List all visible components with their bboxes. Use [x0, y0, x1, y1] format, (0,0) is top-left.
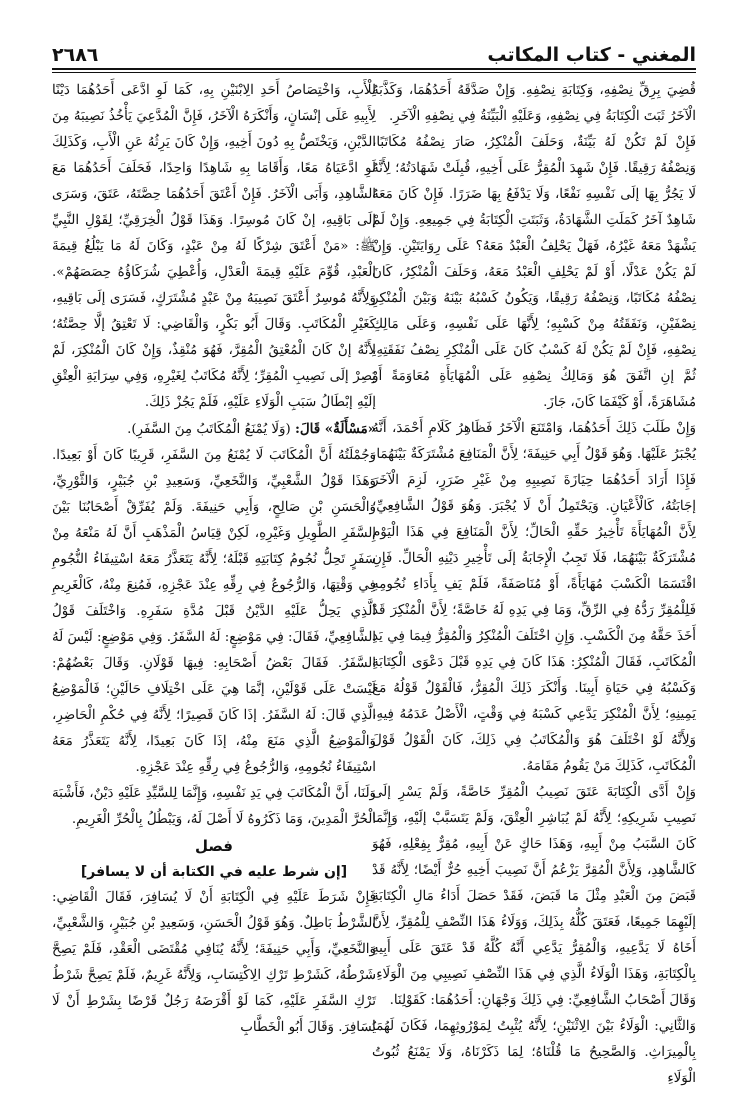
- masala-label: «مَسْأَلَةٌ» قَالَ:: [294, 421, 376, 437]
- running-title-chapter: - كتاب المكاتب: [487, 44, 632, 66]
- paragraph: وَجُمْلَتُهُ أَنَّ الْمُكَاتَبَ لَا يُمْنَعُ مِنَ السَّفَرِ، قَرِيبًا كَانَ أَوْ بَعِيدًا. وَهَذَا قَوْلُ الشَّعْبِيِّ، وَالنَّخَعِيِّ، وَسَعِيدِ بْنِ جُبَيْرٍ، وَالثَّوْرِيِّ، وَالْحَسَنِ بْنِ صَالِحٍ، وَأَبِي حَنِيفَةَ. وَلَمْ يُفَرِّقْ أَصْحَابُنَا بَيْنَ السَّفَرِ الطَّوِيلِ وَغَيْرِهِ، لَكِنْ قِيَاسُ الْمَذْهَبِ أَنَّ لَهُ مَنْعَهُ مِنْ سَفَرٍ تَحِلُّ نُجُومُ كِتَابَتِهِ قَبْلَهُ؛ لِأَنَّهُ يَتَعَذَّرُ مَعَهُ اسْتِيفَاءُ النُّجُومِ فِي وَقْتِهَا، وَالرُّجُوعُ فِي رِقِّهِ عِنْدَ عَجْزِهِ، فَمُنِعَ مِنْهُ، كَالْغَرِيمِ الَّذِي يَحِلُّ عَلَيْهِ الدَّيْنُ قَبْلَ مُدَّةِ سَفَرِهِ. وَاخْتَلَفَ قَوْلُ الشَّافِعِيِّ، فَقَالَ: فِي مَوْضِعٍ: لَهُ السَّفَرُ. وَفِي مَوْضِعٍ: لَيْسَ لَهُ السَّفَرُ. فَقَالَ بَعْضُ أَصْحَابِهِ: فِيهَا قَوْلَانِ. وَقَالَ بَعْضُهُمْ: لَيْسَتْ عَلَى قَوْلَيْنِ، إنَّمَا هِيَ عَلَى اخْتِلَافِ حَالَيْنِ؛ فَالْمَوْضِعُ الَّذِي قَالَ: لَهُ السَّفَرُ. إذَا كَانَ قَصِيرًا؛ لِأَنَّهُ فِي حُكْمِ الْحَاضِرِ، وَالْمَوْضِعُ الَّذِي مَنَعَ مِنْهُ، إذَا كَانَ بَعِيدًا، لِأَنَّهُ يَتَعَذَّرُ مَعَهُ اسْتِيفَاءُ نُجُومِهِ، وَالرُّجُوعُ فِي رِقِّهِ عِنْدَ عَجْزِهِ.: [52, 448, 376, 775]
- left-column: [52, 78, 376, 1078]
- page-number: ٢٦٨٦: [52, 44, 99, 66]
- paragraph: فَإِنْ لَمْ تَكُنْ لَهُ بَيِّنَةٌ، وَحَلَفَ الْمُنْكِرُ، صَارَ نِصْفُهُ مُكَاتَبًا، وَنِصْفُهُ رَقِيقًا. فَإِنْ شَهِدَ الْمُقِرُّ عَلَى أَخِيهِ، قُبِلَتْ شَهَادَتُهُ؛ لِأَنَّهُ لَا يَجُرُّ بِهَا إلَى نَفْسِهِ نَفْعًا، وَلَا يَدْفَعُ بِهَا ضَرَرًا. فَإِنْ كَانَ مَعَهُ شَاهِدٌ آخَرُ كَمَلَتِ الشَّهَادَةُ، وَثَبَتَتِ الْكِتَابَةُ فِي جَمِيعِهِ. وَإِنْ لَمْ يَشْهَدْ مَعَهُ غَيْرُهُ، فَهَلْ يَحْلِفُ الْعَبْدُ مَعَهُ؟ عَلَى رِوَايَتَيْنِ. وَإِنْ لَمْ يَكُنْ عَدْلًا، أَوْ لَمْ يَحْلِفِ الْعَبْدُ مَعَهُ، وَحَلَفَ الْمُنْكِرُ، كَانَ نِصْفُهُ مُكَاتَبًا، وَنِصْفُهُ رَقِيقًا، وَيَكُونُ كَسْبُهُ بَيْنَهُ وَبَيْنَ الْمُنْكِرِ نِصْفَيْنِ، وَنَفَقَتُهُ مِنْ كَسْبِهِ؛ لِأَنَّهَا عَلَى نَفْسِهِ، وَعَلَى مَالِكِ نِصْفِهِ، فَإِنْ لَمْ يَكُنْ لَهُ كَسْبٌ كَانَ عَلَى الْمُنْكِرِ نِصْفُ نَفَقَتِهِ، ثُمَّ إنِ اتَّفَقَ هُوَ وَمَالِكُ نِصْفِهِ عَلَى الْمُهَايَأَةِ مُعَاوَمَةً أَوْ مُشَاهَرَةً، أَوْ كَيْفَمَا كَانَ، جَازَ.: [372, 135, 696, 410]
- running-title-book: المغني: [631, 44, 696, 66]
- paragraph: وَإِنْ طَلَبَ ذَلِكَ أَحَدُهُمَا، وَامْتَنَعَ الْآخَرُ فَظَاهِرُ كَلَامِ أَحْمَدَ، أَنَّهُ يُجْبَرُ عَلَيْهَا. وَهُوَ قَوْلُ أَبِي حَنِيفَةَ؛ لِأَنَّ الْمَنَافِعَ مُشْتَرَكَةٌ بَيْنَهُمَا، فَإِذَا أَرَادَ أَحَدُهُمَا حِيَازَةَ نَصِيبِهِ مِنْ غَيْرِ ضَرَرٍ، لَزِمَ الْآخَرَ إجَابَتُهُ، كَالْأَعْيَانِ. وَيَحْتَمِلُ أَنْ لَا يُجْبَرَ. وَهُوَ قَوْلُ الشَّافِعِيِّ؛ لِأَنَّ الْمُهَايَأَةَ تَأْخِيرُ حَقِّهِ الْحَالِّ؛ لِأَنَّ الْمَنَافِعَ فِي هَذَا الْيَوْمِ مُشْتَرَكَةٌ بَيْنَهُمَا، فَلَا تَجِبُ الْإِجَابَةُ إلَى تَأْخِيرِ دَيْنِهِ الْحَالِّ. فَإِنِ اقْتَسَمَا الْكَسْبَ مُهَايَأَةً، أَوْ مُنَاصَفَةً، فَلَمْ يَفِ بِأَدَاءِ نُجُومِهِ فَلِلْمُقِرِّ رَدُّهُ فِي الرِّقِّ، وَمَا فِي يَدِهِ لَهُ خَاصَّةً؛ لِأَنَّ الْمُنْكِرَ قَدْ أَخَذَ حَقَّهُ مِنَ الْكَسْبِ. وَإِنِ اخْتَلَفَ الْمُنْكِرُ وَالْمُقِرُّ فِيمَا فِي يَدِ الْمُكَاتَبِ، فَقَالَ الْمُنْكِرُ: هَذَا كَانَ فِي يَدِهِ قَبْلَ دَعْوَى الْكِتَابَةِ وَكَسْبُهُ فِي حَيَاةِ أَبِينَا. وَأَنْكَرَ ذَلِكَ الْمُقِرُّ، فَالْقَوْلُ قَوْلُهُ مَعَ يَمِينِهِ؛ لِأَنَّ الْمُنْكِرَ يَدَّعِي كَسْبَهُ فِي وَقْتٍ، الْأَصْلُ عَدَمُهُ فِيهِ، وَلِأَنَّهُ لَوْ اخْتَلَفَ هُوَ وَالْمُكَاتَبُ فِي ذَلِكَ، كَانَ الْقَوْلُ قَوْلَ الْمُكَاتَبِ، كَذَلِكَ مَنْ يَقُومُ مَقَامَهُ.: [372, 421, 696, 774]
- running-title: [487, 44, 696, 66]
- paragraph: وَإِنْ أَدَّى الْكِتَابَةَ عَتَقَ نَصِيبُ الْمُقِرِّ خَاصَّةً، وَلَمْ يَسْرِ إلَى نَصِيبِ شَرِيكِهِ؛ لِأَنَّهُ لَمْ يُبَاشِرِ الْعِتْقَ، وَلَمْ يَتَسَبَّبْ إلَيْهِ، وَإِنَّمَا كَانَ السَّبَبُ مِنْ أَبِيهِ، وَهَذَا حَاكٍ عَنْ أَبِيهِ، مُقِرٌّ بِفِعْلِهِ، فَهُوَ كَالشَّاهِدِ، وَلِأَنَّ الْمُقِرَّ يَزْعُمُ أَنَّ نَصِيبَ أَخِيهِ حُرٌّ أَيْضًا؛ لِأَنَّهُ قَدْ قَبَضَ مِنَ الْعَبْدِ مِثْلَ مَا قَبَضَ، فَقَدْ حَصَلَ أَدَاءُ مَالِ الْكِتَابَةِ إلَيْهِمَا جَمِيعًا، فَعَتَقَ كُلُّهُ بِذَلِكَ، وَوَلَاءُ هَذَا النِّصْفِ لِلْمُقِرِّ، لِأَنَّ أَخَاهُ لَا يَدَّعِيهِ، وَالْمُقِرُّ يَدَّعِي أَنَّهُ كُلَّهُ قَدْ عَتَقَ عَلَى أَبِيهِ بِالْكِتَابَةِ، وَهَذَا الْوَلَاءُ الَّذِي فِي هَذَا النِّصْفِ نَصِيبِي مِنَ الْوَلَاءِ. وَقَالَ أَصْحَابُ الشَّافِعِيِّ: فِي ذَلِكَ وَجْهَانِ: أَحَدُهُمَا: كَقَوْلِنَا.: [372, 785, 696, 1008]
- paragraph: وَالثَّانِي: الْوَلَاءُ بَيْنَ الِاثْنَيْنِ؛ لِأَنَّهُ يُثْبِتُ لِمَوْرُوثِهِمَا، فَكَانَ لَهُمَا بِالْمِيرَاثِ. وَالصَّحِيحُ مَا قُلْنَاهُ؛ لِمَا ذَكَرْنَاهُ، وَلَا يَمْنَعُ ثُبُوتُ الْوَلَاءِ: [372, 1019, 696, 1086]
- page-header: [52, 34, 696, 66]
- masala-text: (وَلَا يُمْنَعُ الْمُكَاتَبُ مِنَ السَّفَرِ).: [127, 422, 295, 437]
- paragraph: قُضِيَ بِرِقِّ نِصْفِهِ، وَكِتَابَةِ نِصْفِهِ. وَإِنْ صَدَّقَهُ أَحَدُهُمَا، وَكَذَّبَهُ الْآخَرُ ثَبَتَ الْكِتَابَةُ فِي نِصْفِهِ، وَعَلَيْهِ الْبَيِّنَةُ فِي نِصْفِهِ الْآخَرِ.: [372, 83, 696, 124]
- paragraph: فَإِنْ شَرَطَ عَلَيْهِ فِي الْكِتَابَةِ أَنْ لَا يُسَافِرَ، فَقَالَ الْقَاضِي: الشَّرْطُ بَاطِلٌ. وَهُوَ قَوْلُ الْحَسَنِ، وَسَعِيدِ بْنِ جُبَيْرٍ، وَالشَّعْبِيِّ، وَالنَّخَعِيِّ، وَأَبِي حَنِيفَةَ؛ لِأَنَّهُ يُنَافِي مُقْتَضَى الْعَقْدِ، فَلَمْ يَصِحَّ شَرْطُهُ، كَشَرْطِ تَرْكِ الِاكْتِسَابِ، وَلِأَنَّهُ غَرِيمٌ، فَلَمْ يَصِحَّ شَرْطُ تَرْكِ السَّفَرِ عَلَيْهِ، كَمَا لَوْ أَقْرَضَهُ رَجُلٌ قَرْضًا بِشَرْطِ أَنْ لَا يُسَافِرَ. وَقَالَ أَبُو الْخَطَّابِ: [52, 890, 376, 1035]
- header-rule: [52, 68, 696, 70]
- section-title: فصل: [195, 837, 233, 855]
- paragraph: لِلْأَبِ، وَاخْتِصَاصُ أَحَدِ الِابْنَيْنِ بِهِ، كَمَا لَوِ ادَّعَى أَحَدُهُمَا دَيْنًا لِأَبِيهِ عَلَى إنْسَانٍ، وَأَنْكَرَهُ الْآخَرُ، فَإِنَّ الْمُدَّعِيَ يَأْخُذُ نَصِيبَهُ مِنَ الدَّيْنِ، وَيَخْتَصُّ بِهِ دُونَ أَخِيهِ، وَإِنْ كَانَ يَرِثُهُ عَنِ الْأَبِ، وَكَذَلِكَ لَوِ ادَّعَيَاهُ مَعًا، وَأَقَامَا بِهِ شَاهِدًا وَاحِدًا، فَحَلَفَ أَحَدُهُمَا مَعَ الشَّاهِدِ، وَأَبَى الْآخَرُ. فَإِنْ أَعْتَقَ أَحَدُهُمَا حِصَّتَهُ، عَتَقَ، وَسَرَى إلَى بَاقِيهِ، إنْ كَانَ مُوسِرًا. وَهَذَا قَوْلُ الْخِرَقِيِّ؛ لِقَوْلِ النَّبِيِّ ﷺ: «مَنْ أَعْتَقَ شِرْكًا لَهُ مِنْ عَبْدٍ، وَكَانَ لَهُ مَا يَبْلُغُ قِيمَةَ الْعَبْدِ، قُوِّمَ عَلَيْهِ قِيمَةَ الْعَدْلِ، وَأُعْطِيَ شُرَكَاؤُهُ حِصَصَهُمْ». وَلِأَنَّهُ مُوسِرٌ أَعْتَقَ نَصِيبَهُ مِنْ عَبْدٍ مُشْتَرَكٍ، فَسَرَى إلَى بَاقِيهِ، كَغَيْرِ الْمُكَاتَبِ. وَقَالَ أَبُو بَكْرٍ، وَالْقَاضِي: لَا تَعْتِقُ إلَّا حِصَّتُهُ؛ لِأَنَّهُ إنْ كَانَ الْمُعْتِقُ الْمُقِرَّ، فَهُوَ مُنْقِذٌ، وَإِنْ كَانَ الْمُنْكِرَ، لَمْ يَصِرْ إلَى نَصِيبِ الْمُقِرِّ؛ لِأَنَّهُ مُكَاتَبٌ لِغَيْرِهِ، وَفِي سِرَايَةِ الْعِتْقِ إلَيْهِ إبْطَالُ سَبَبِ الْوَلَاءِ عَلَيْهِ، فَلَمْ يَجُزْ ذَلِكَ.: [52, 83, 376, 410]
- masala-heading: [52, 416, 376, 443]
- paragraph: وَلَنَا، أَنَّ الْمُكَاتَبَ فِي يَدِ نَفْسِهِ، وَإِنَّمَا لِلسَّيِّدِ عَلَيْهِ دَيْنٌ، فَأَشْبَهَ الْحُرَّ الْمَدِينَ، وَمَا ذَكَرُوهُ لَا أَصْلَ لَهُ، وَيَبْطُلُ بِالْحُرِّ الْغَرِيمِ.: [52, 786, 376, 827]
- header-rule-thin: [52, 72, 696, 73]
- right-column: [372, 78, 696, 1086]
- section-subtitle: [إن شرط عليه في الكتابة أن لا يسافر]: [80, 864, 348, 880]
